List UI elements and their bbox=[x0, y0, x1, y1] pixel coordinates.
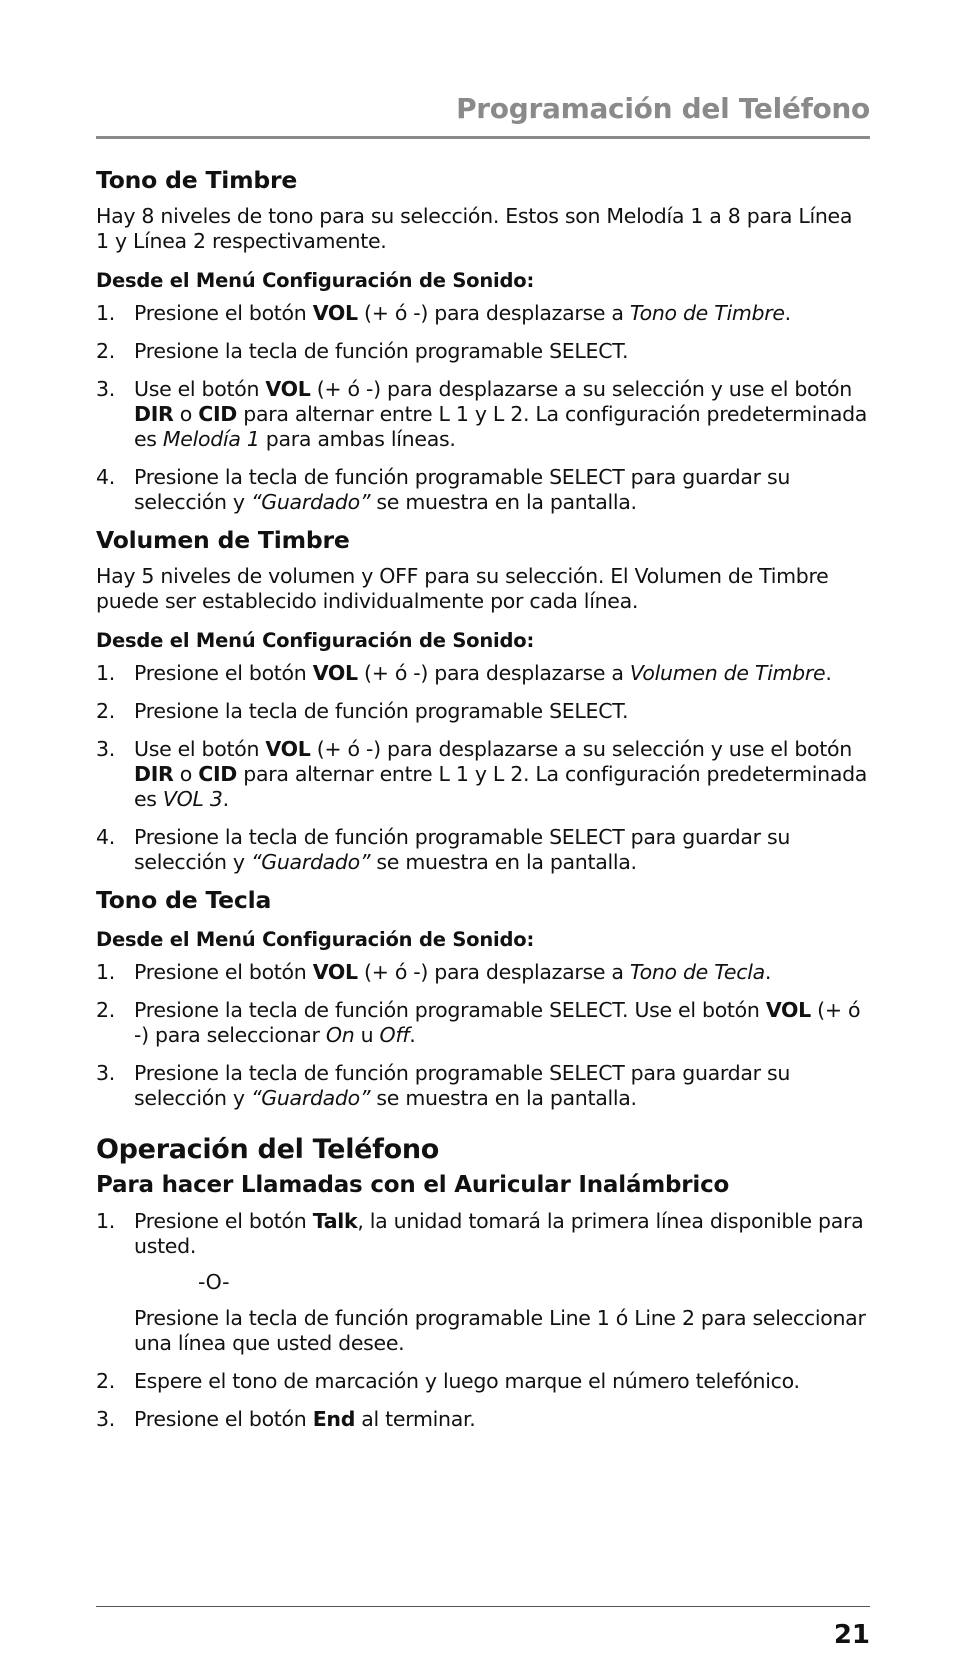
section-title-operacion-del-telefono: Operación del Teléfono bbox=[96, 1134, 440, 1165]
list-item: 2. Presione la tecla de función programable SELECT. Use el botón VOL (+ ó -) para seleccionar On u Off. bbox=[96, 998, 861, 1047]
steps-list bbox=[96, 1209, 870, 1432]
menu-heading: Desde el Menú Configuración de Sonido: bbox=[96, 269, 535, 292]
list-item: 1. Presione el botón VOL (+ ó -) para desplazarse a Tono de Tecla. bbox=[96, 960, 772, 984]
footer-divider bbox=[96, 1606, 870, 1607]
list-item: 2. Presione la tecla de función programable SELECT. bbox=[96, 339, 629, 363]
page-content bbox=[96, 168, 870, 1445]
header-divider bbox=[96, 136, 870, 139]
list-item: 2. Espere el tono de marcación y luego marque el número telefónico. bbox=[96, 1369, 800, 1393]
list-item: 4. Presione la tecla de función programable SELECT para guardar su selección y “Guardado” se muestra en la pantalla. bbox=[96, 465, 791, 514]
list-item: 1. Presione el botón VOL (+ ó -) para desplazarse a Volumen de Timbre. bbox=[96, 661, 832, 685]
list-item: 2. Presione la tecla de función programable SELECT. bbox=[96, 699, 629, 723]
list-item: 3. Presione la tecla de función programable SELECT para guardar su selección y “Guardado” se muestra en la pantalla. bbox=[96, 1061, 791, 1110]
menu-heading: Desde el Menú Configuración de Sonido: bbox=[96, 629, 535, 652]
section-title-volumen-de-timbre: Volumen de Timbre bbox=[96, 526, 350, 554]
list-item: 4. Presione la tecla de función programable SELECT para guardar su selección y “Guardado” se muestra en la pantalla. bbox=[96, 825, 791, 874]
alternative-step: Presione la tecla de función programable Line 1 ó Line 2 para seleccionar una línea que usted desee. bbox=[134, 1306, 866, 1355]
steps-list bbox=[96, 960, 870, 1111]
section-title-tono-de-timbre: Tono de Timbre bbox=[96, 166, 298, 194]
steps-list bbox=[96, 301, 870, 515]
list-item: 3. Use el botón VOL (+ ó -) para desplazarse a su selección y use el botón DIR o CID para alternar entre L 1 y L 2. La configuración predeterminada es VOL 3. bbox=[96, 737, 868, 811]
list-item: 1. Presione el botón Talk, la unidad tomará la primera línea disponible para usted. -O- Presione la tecla de función programable Line 1 ó Line 2 para seleccionar una línea que usted desee. bbox=[96, 1209, 870, 1356]
steps-list bbox=[96, 661, 870, 875]
or-separator: -O- bbox=[198, 1270, 230, 1294]
section-title-tono-de-tecla: Tono de Tecla bbox=[96, 886, 272, 914]
list-item: 3. Presione el botón End al terminar. bbox=[96, 1407, 476, 1431]
menu-heading: Desde el Menú Configuración de Sonido: bbox=[96, 928, 535, 951]
section-intro: Hay 8 niveles de tono para su selección. Estos son Melodía 1 a 8 para Línea 1 y Línea 2 respectivamente. bbox=[96, 204, 853, 253]
list-item: 3. Use el botón VOL (+ ó -) para desplazarse a su selección y use el botón DIR o CID para alternar entre L 1 y L 2. La configuración predeterminada es Melodía 1 para ambas líneas. bbox=[96, 377, 868, 451]
subsection-title: Para hacer Llamadas con el Auricular Inalámbrico bbox=[96, 1172, 730, 1198]
section-intro: Hay 5 niveles de volumen y OFF para su selección. El Volumen de Timbre puede ser establecido individualmente por cada línea. bbox=[96, 564, 829, 613]
list-item: 1. Presione el botón VOL (+ ó -) para desplazarse a Tono de Timbre. bbox=[96, 301, 791, 325]
page-number: 21 bbox=[833, 1620, 870, 1650]
running-title: Programación del Teléfono bbox=[456, 92, 870, 125]
